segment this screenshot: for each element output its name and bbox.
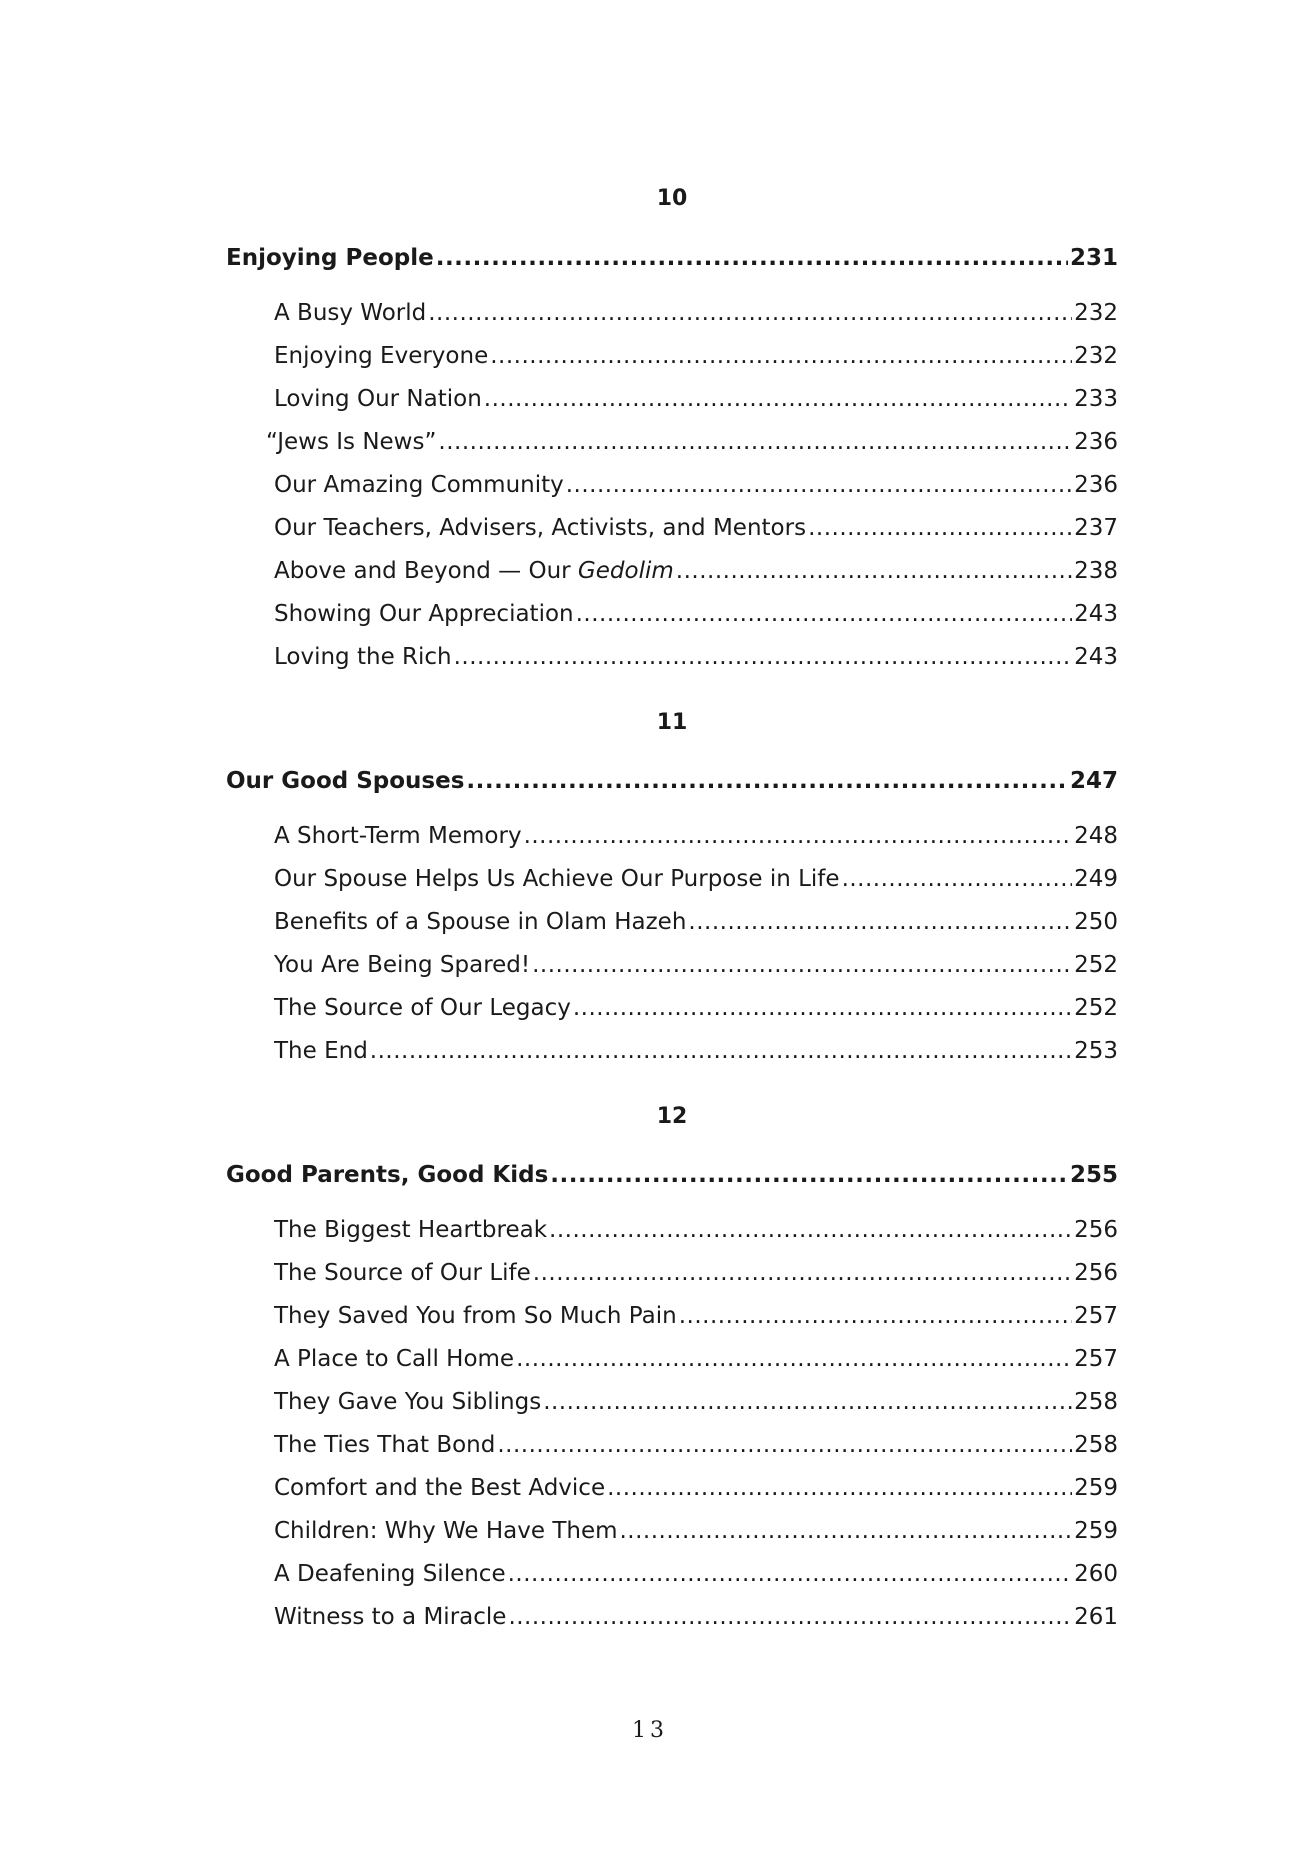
page-number: 260 — [1074, 1561, 1118, 1587]
page-number: 238 — [1074, 558, 1118, 584]
toc-entry[interactable] — [274, 468, 1118, 502]
dot-leader — [620, 1514, 1073, 1548]
entry-title: Comfort and the Best Advice — [274, 1475, 606, 1501]
chapter-title: Enjoying People — [226, 245, 434, 271]
toc-entry[interactable] — [274, 1557, 1118, 1591]
toc-entry[interactable] — [266, 425, 1118, 459]
toc-entry[interactable] — [274, 1600, 1118, 1634]
entry-title: Showing Our Appreciation — [274, 601, 574, 627]
dot-leader — [484, 382, 1072, 416]
page-number: 261 — [1074, 1604, 1118, 1630]
dot-leader — [679, 1299, 1072, 1333]
chapter-heading[interactable] — [226, 1158, 1118, 1192]
entry-title: Benefits of a Spouse in Olam Hazeh — [274, 909, 687, 935]
toc-entry[interactable] — [274, 1034, 1118, 1068]
toc-entry[interactable] — [274, 339, 1118, 373]
page-number: 233 — [1074, 386, 1118, 412]
dot-leader — [607, 1471, 1072, 1505]
dot-leader — [543, 1385, 1072, 1419]
entry-title: The Biggest Heartbreak — [274, 1217, 548, 1243]
chapter-heading[interactable] — [226, 241, 1118, 275]
entry-title: The Source of Our Life — [274, 1260, 531, 1286]
entry-title: Witness to a Miracle — [274, 1604, 507, 1630]
page-number: 232 — [1074, 343, 1118, 369]
toc-entry[interactable] — [274, 948, 1118, 982]
page-number: 252 — [1074, 952, 1118, 978]
chapter-number: 10 — [656, 186, 688, 211]
toc-entry[interactable] — [274, 1299, 1118, 1333]
chapter-number: 12 — [656, 1104, 688, 1129]
entry-title: A Busy World — [274, 300, 427, 326]
entry-title: Our Teachers, Advisers, Activists, and Mentors — [274, 515, 807, 541]
entry-title: Children: Why We Have Them — [274, 1518, 618, 1544]
entry-title: A Place to Call Home — [274, 1346, 515, 1372]
dot-leader — [428, 296, 1072, 330]
page-number: 243 — [1074, 601, 1118, 627]
page-number: 243 — [1074, 644, 1118, 670]
page-number: 249 — [1074, 866, 1118, 892]
dot-leader — [808, 511, 1072, 545]
toc-entry[interactable] — [274, 640, 1118, 674]
page-number: 248 — [1074, 823, 1118, 849]
page-number: 236 — [1074, 429, 1118, 455]
dot-leader — [438, 425, 1072, 459]
toc-entry[interactable] — [274, 862, 1118, 896]
chapter-heading[interactable] — [226, 764, 1118, 798]
toc-entry[interactable] — [274, 382, 1118, 416]
page-number: 255 — [1069, 1162, 1118, 1188]
dot-leader — [466, 764, 1068, 798]
page-number: 257 — [1074, 1303, 1118, 1329]
page-number: 259 — [1074, 1518, 1118, 1544]
page-number: 253 — [1074, 1038, 1118, 1064]
entry-title: The Ties That Bond — [274, 1432, 496, 1458]
page-folio: 13 — [632, 1718, 668, 1743]
dot-leader — [454, 640, 1072, 674]
page-number: 258 — [1074, 1389, 1118, 1415]
toc-entry[interactable] — [274, 1471, 1118, 1505]
toc-entry[interactable] — [274, 1385, 1118, 1419]
page-number: 236 — [1074, 472, 1118, 498]
page-number: 259 — [1074, 1475, 1118, 1501]
entry-title: They Saved You from So Much Pain — [274, 1303, 677, 1329]
dot-leader — [508, 1557, 1072, 1591]
dot-leader — [508, 1600, 1072, 1634]
chapter-title: Good Parents, Good Kids — [226, 1162, 549, 1188]
entry-title: Loving the Rich — [274, 644, 452, 670]
dot-leader — [566, 468, 1072, 502]
page-number: 257 — [1074, 1346, 1118, 1372]
toc-entry[interactable] — [274, 991, 1118, 1025]
entry-title: Enjoying Everyone — [274, 343, 489, 369]
toc-entry[interactable] — [274, 1428, 1118, 1462]
entry-title: Loving Our Nation — [274, 386, 482, 412]
entry-title: The Source of Our Legacy — [274, 995, 571, 1021]
dot-leader — [576, 597, 1072, 631]
entry-title: They Gave You Siblings — [274, 1389, 542, 1415]
dot-leader — [490, 339, 1072, 373]
page-number: 247 — [1069, 768, 1118, 794]
toc-entry[interactable] — [274, 1514, 1118, 1548]
dot-leader — [524, 819, 1073, 853]
page-number: 258 — [1074, 1432, 1118, 1458]
toc-entry[interactable] — [274, 597, 1118, 631]
entry-title: “Jews Is News” — [266, 429, 437, 455]
dot-leader — [688, 905, 1072, 939]
toc-entry[interactable] — [274, 554, 1118, 588]
page-number: 250 — [1074, 909, 1118, 935]
entry-title: Our Spouse Helps Us Achieve Our Purpose in Life — [274, 866, 840, 892]
dot-leader — [550, 1158, 1068, 1192]
toc-entry[interactable] — [274, 819, 1118, 853]
page-number: 256 — [1074, 1217, 1118, 1243]
toc-entry[interactable] — [274, 1342, 1118, 1376]
chapter-title: Our Good Spouses — [226, 768, 465, 794]
toc-entry[interactable] — [274, 511, 1118, 545]
entry-title: Our Amazing Community — [274, 472, 564, 498]
entry-title: The End — [274, 1038, 368, 1064]
dot-leader — [532, 948, 1072, 982]
page-number: 232 — [1074, 300, 1118, 326]
page-number: 252 — [1074, 995, 1118, 1021]
chapter-number: 11 — [656, 710, 688, 735]
entry-title: You Are Being Spared! — [274, 952, 531, 978]
dot-leader — [516, 1342, 1072, 1376]
dot-leader — [676, 554, 1072, 588]
dot-leader — [573, 991, 1072, 1025]
page-number: 256 — [1074, 1260, 1118, 1286]
dot-leader — [436, 241, 1068, 275]
toc-entry[interactable] — [274, 1213, 1118, 1247]
entry-title: Above and Beyond — Our Gedolim — [274, 558, 674, 584]
toc-entry[interactable] — [274, 1256, 1118, 1290]
dot-leader — [370, 1034, 1072, 1068]
entry-title: A Deafening Silence — [274, 1561, 506, 1587]
entry-title: A Short-Term Memory — [274, 823, 522, 849]
toc-entry[interactable] — [274, 296, 1118, 330]
page-number: 237 — [1074, 515, 1118, 541]
page-number: 231 — [1069, 245, 1118, 271]
dot-leader — [497, 1428, 1072, 1462]
toc-entry[interactable] — [274, 905, 1118, 939]
dot-leader — [842, 862, 1073, 896]
dot-leader — [549, 1213, 1072, 1247]
dot-leader — [533, 1256, 1072, 1290]
